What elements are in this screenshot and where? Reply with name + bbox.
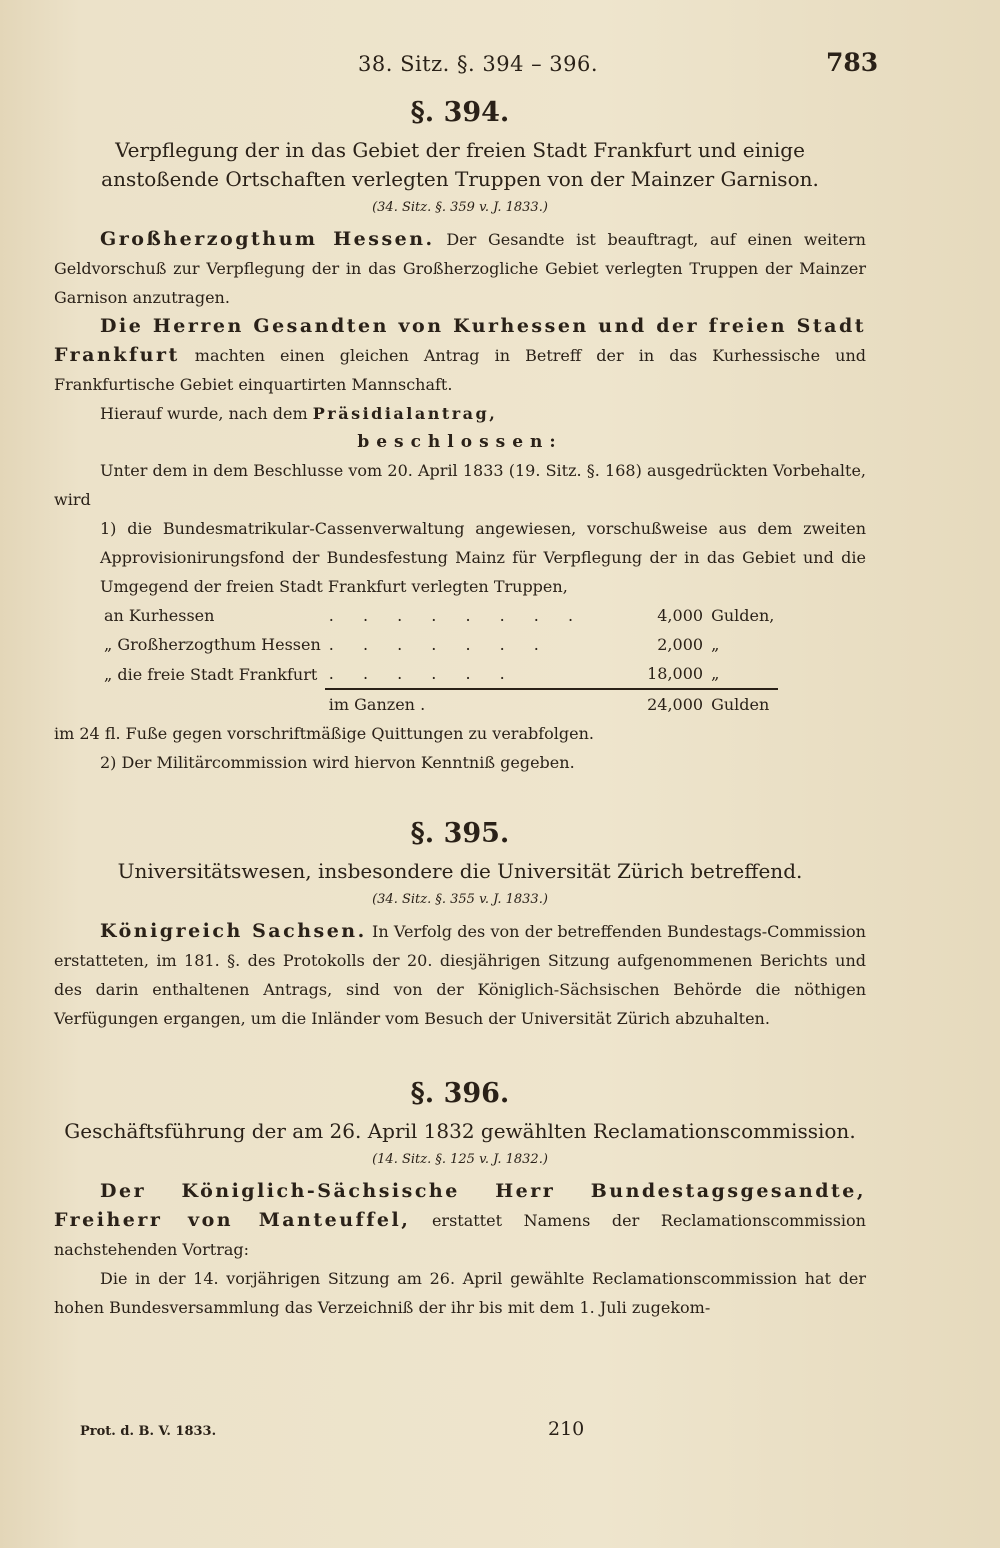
section-reference: (34. Sitz. §. 359 v. J. 1833.) <box>372 200 548 215</box>
paragraph: im 24 fl. Fuße gegen vorschriftmäßige Quittungen zu verabfolgen. <box>54 724 594 743</box>
section-title: Verpflegung der in das Gebiet der freien Stadt Frankfurt und einige anstoßende Ortschaften verlegten Truppen von der Mainzer Garnison. <box>101 138 819 191</box>
table-row <box>100 630 778 659</box>
resolution-heading: beschlossen: <box>357 432 563 452</box>
allocation-unit: „ <box>711 664 720 683</box>
paragraph-text: erstattet Namens der Reclamationscommission nachstehenden Vortrag: <box>54 1211 866 1259</box>
leader-dots: . . . . . . . <box>328 635 551 654</box>
section-title: Universitätswesen, insbesondere die Universität Zürich betreffend. <box>117 859 803 883</box>
paragraph-text: machten einen gleichen Antrag in Betreff der in das Kurhessische und Frankfurtische Gebiet einquartirten Mannschaft. <box>54 346 866 394</box>
allocation-label: „ die freie Stadt Frankfurt <box>104 664 318 684</box>
page-content <box>54 96 866 1322</box>
total-row <box>100 689 778 719</box>
speaker-name: Der Königlich-Sächsische Herr Bundestagsgesandte, Freiherr von Manteuffel, <box>54 1180 866 1231</box>
allocation-amount: 18,000 <box>647 664 704 683</box>
state-name: Königreich Sachsen. <box>100 920 367 942</box>
state-name: Die Herren Gesandten von Kurhessen und der freien Stadt Frankfurt <box>54 315 866 366</box>
page-header <box>0 48 1000 82</box>
list-item: 1) die Bundesmatrikular-Cassenverwaltung angewiesen, vorschußweise aus dem zweiten Approvisionirungsfond der Bundesfestung Mainz für Verpflegung der in das Gebiet und die Umgegend der freien Stadt Frankfurt verlegten Truppen, <box>100 519 866 596</box>
table-row <box>100 659 778 689</box>
paragraph-text: Der Gesandte ist beauftragt, auf einen weitern Geldvorschuß zur Verpflegung der in das Großherzogliche Gebiet verlegten Truppen der Mainzer Garnison anzutragen. <box>54 230 866 307</box>
paragraph-text: Hierauf wurde, nach dem <box>100 404 313 423</box>
allocation-table <box>100 601 778 719</box>
allocation-unit: „ <box>711 635 720 654</box>
paragraph: Die in der 14. vorjährigen Sitzung am 26. April gewählte Reclamationscommission hat der hohen Bundesversammlung das Verzeichniß der ihr bis mit dem 1. Juli zugekom- <box>54 1269 866 1317</box>
allocation-label: „ Großherzogthum Hessen <box>104 635 321 654</box>
section-title: Geschäftsführung der am 26. April 1832 gewählten Reclamationscommission. <box>64 1119 856 1143</box>
list-item: 2) Der Militärcommission wird hiervon Kenntniß gegeben. <box>100 753 575 772</box>
section-number: §. 395. <box>410 818 510 849</box>
state-name: Großherzogthum Hessen. <box>100 228 435 250</box>
allocation-amount: 2,000 <box>657 635 704 654</box>
emphasis: Präsidialantrag, <box>312 404 498 423</box>
paragraph-text: In Verfolg des von der betreffenden Bundestags-Commission erstatteten, im 181. §. des Protokolls der 20. diesjährigen Sitzung aufgenommenen Berichts und des darin enthaltenen Antrags, sind von der Königlich-Sächsischen Behörde die nöthigen Verfügungen ergangen, um die Inländer vom Besuch der Universität Zürich abzuhalten. <box>54 922 866 1028</box>
section-395 <box>54 817 866 1033</box>
total-unit: Gulden <box>707 689 778 719</box>
paragraph <box>54 312 866 399</box>
paragraph <box>54 225 866 312</box>
table-row <box>100 601 778 630</box>
section-394 <box>54 96 866 777</box>
section-number: §. 394. <box>410 97 510 128</box>
page-footer <box>0 1418 1000 1448</box>
section-number: §. 396. <box>410 1078 510 1109</box>
section-396 <box>54 1077 866 1322</box>
protocol-label: Prot. d. B. V. 1833. <box>80 1424 217 1439</box>
allocation-unit: Gulden, <box>711 606 775 625</box>
signature-mark: 210 <box>548 1418 585 1440</box>
section-reference: (14. Sitz. §. 125 v. J. 1832.) <box>372 1152 548 1167</box>
allocation-amount: 4,000 <box>657 606 704 625</box>
page-number: 783 <box>826 48 879 77</box>
paragraph <box>54 1177 866 1264</box>
leader-dots: . . . . . . <box>328 664 517 683</box>
section-reference: (34. Sitz. §. 355 v. J. 1833.) <box>372 892 548 907</box>
paragraph: Unter dem in dem Beschlusse vom 20. April 1833 (19. Sitz. §. 168) ausgedrückten Vorbehalte, wird <box>54 461 866 509</box>
paragraph <box>54 399 866 428</box>
leader-dots: . . . . . . . . <box>328 606 586 625</box>
total-amount: 24,000 <box>589 689 707 719</box>
running-title: 38. Sitz. §. 394 – 396. <box>358 52 599 76</box>
paragraph <box>54 917 866 1033</box>
total-label: im Ganzen . <box>325 689 589 719</box>
allocation-label: an Kurhessen <box>104 606 215 625</box>
